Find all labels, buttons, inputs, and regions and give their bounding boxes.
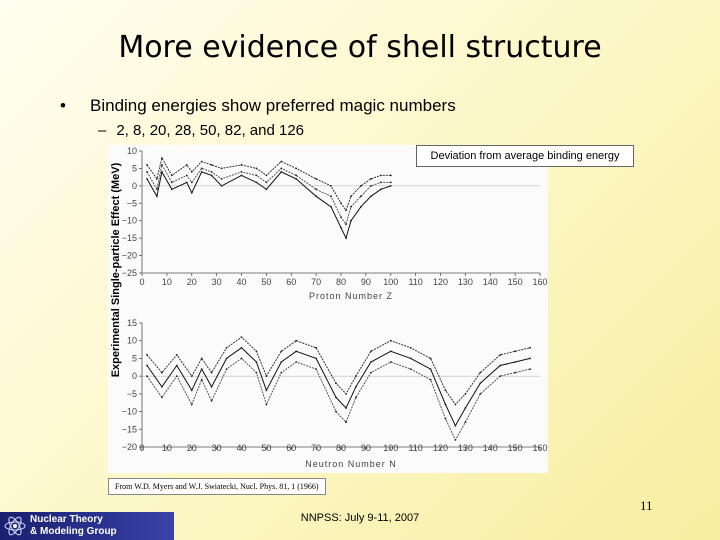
neutron-data-point: [355, 386, 357, 388]
proton-data-point: [380, 188, 382, 190]
proton-data-point: [370, 185, 372, 187]
neutron-data-point: [430, 379, 432, 381]
sub-bullet-item: [98, 122, 304, 139]
neutron-data-point: [455, 425, 457, 427]
proton-data-point: [211, 171, 213, 173]
chart-y-axis-label: Experimental Single-particle Effect (MeV): [110, 162, 122, 378]
proton-data-point: [256, 182, 258, 184]
proton-y-tick-label: 5: [131, 163, 137, 174]
neutron-data-point: [266, 389, 268, 391]
neutron-data-point: [295, 361, 297, 363]
atom-icon: [4, 514, 26, 538]
neutron-data-point: [390, 350, 392, 352]
neutron-data-point: [191, 404, 193, 406]
neutron-data-point: [211, 372, 213, 374]
neutron-data-point: [295, 350, 297, 352]
proton-data-point: [201, 168, 203, 170]
proton-data-point: [201, 161, 203, 163]
proton-data-point: [156, 178, 158, 180]
neutron-data-point: [430, 368, 432, 370]
proton-data-point: [211, 175, 213, 177]
proton-data-point: [266, 175, 268, 177]
proton-data-point: [330, 206, 332, 208]
dash-icon: –: [98, 122, 107, 139]
neutron-data-point: [176, 354, 178, 356]
citation: From W.D. Myers and W.J. Swiatecki, Nucl. Phys. 81, 1 (1966): [108, 478, 326, 495]
neutron-data-point: [201, 358, 203, 360]
neutron-data-point: [226, 368, 228, 370]
neutron-data-point: [315, 368, 317, 370]
proton-x-tick-label: 70: [311, 277, 322, 287]
proton-data-point: [241, 171, 243, 173]
neutron-data-point: [295, 340, 297, 342]
neutron-data-point: [410, 347, 412, 349]
proton-data-point: [340, 227, 342, 229]
proton-y-tick-label: −10: [121, 215, 137, 226]
neutron-data-point: [529, 347, 531, 349]
neutron-data-point: [266, 375, 268, 377]
neutron-data-point: [345, 407, 347, 409]
proton-data-point: [345, 209, 347, 211]
proton-data-point: [350, 220, 352, 222]
neutron-x-tick-label: 0: [139, 443, 145, 453]
neutron-data-point: [335, 382, 337, 384]
neutron-data-point: [514, 350, 516, 352]
neutron-data-point: [499, 375, 501, 377]
neutron-data-point: [430, 358, 432, 360]
neutron-y-tick-label: 15: [126, 318, 137, 328]
neutron-data-point: [226, 358, 228, 360]
proton-x-tick-label: 40: [236, 277, 247, 287]
neutron-data-point: [241, 358, 243, 360]
neutron-data-point: [514, 361, 516, 363]
neutron-data-point: [370, 361, 372, 363]
proton-data-point: [221, 168, 223, 170]
proton-data-point: [191, 192, 193, 194]
proton-series-line-1: [147, 172, 391, 238]
logo-text-line2: & Modeling Group: [30, 526, 117, 537]
neutron-data-point: [479, 372, 481, 374]
neutron-data-point: [161, 386, 163, 388]
proton-data-point: [330, 195, 332, 197]
neutron-data-point: [410, 358, 412, 360]
proton-data-point: [161, 157, 163, 159]
proton-data-point: [380, 175, 382, 177]
proton-x-tick-label: 150: [507, 277, 523, 287]
proton-data-point: [360, 195, 362, 197]
neutron-data-point: [226, 347, 228, 349]
neutron-x-tick-label: 110: [408, 443, 423, 453]
neutron-data-point: [465, 407, 467, 409]
proton-data-point: [221, 185, 223, 187]
proton-x-tick-label: 20: [186, 277, 197, 287]
neutron-data-point: [241, 336, 243, 338]
bullet-dot-icon: •: [60, 96, 66, 115]
proton-y-tick-label: 0: [131, 180, 137, 191]
proton-x-tick-label: 80: [335, 277, 347, 287]
neutron-data-point: [256, 361, 258, 363]
proton-y-tick-label: 10: [126, 146, 137, 156]
neutron-data-point: [335, 397, 337, 399]
sub-bullet-text: 2, 8, 20, 28, 50, 82, and 126: [116, 122, 304, 139]
neutron-x-tick-label: 20: [186, 443, 197, 453]
proton-data-point: [370, 195, 372, 197]
proton-data-point: [315, 188, 317, 190]
neutron-data-point: [445, 418, 447, 420]
neutron-y-tick-label: 5: [131, 353, 137, 364]
proton-data-point: [350, 206, 352, 208]
neutron-data-point: [315, 347, 317, 349]
proton-x-tick-label: 10: [161, 277, 172, 287]
proton-data-point: [295, 178, 297, 180]
neutron-data-point: [370, 350, 372, 352]
slide-title: More evidence of shell structure: [118, 30, 602, 65]
proton-y-tick-label: −25: [121, 268, 137, 278]
proton-data-point: [266, 182, 268, 184]
neutron-data-point: [390, 361, 392, 363]
shell-effect-chart: [108, 145, 548, 473]
neutron-y-tick-label: −20: [121, 442, 137, 452]
neutron-x-tick-label: 50: [261, 443, 272, 453]
neutron-data-point: [256, 372, 258, 374]
proton-data-point: [186, 164, 188, 166]
neutron-x-tick-label: 160: [532, 443, 548, 453]
neutron-data-point: [161, 397, 163, 399]
proton-data-point: [315, 178, 317, 180]
proton-data-point: [191, 171, 193, 173]
neutron-x-axis-label: Neutron Number N: [305, 459, 397, 469]
proton-data-point: [186, 182, 188, 184]
proton-x-tick-label: 50: [261, 277, 272, 287]
bullet-text: Binding energies show preferred magic numbers: [90, 96, 456, 115]
proton-data-point: [340, 202, 342, 204]
neutron-data-point: [201, 368, 203, 370]
neutron-data-point: [390, 340, 392, 342]
proton-x-axis-label: Proton Number Z: [308, 291, 394, 301]
neutron-y-tick-label: −15: [121, 424, 137, 435]
proton-data-point: [280, 171, 282, 173]
neutron-data-point: [345, 393, 347, 395]
proton-x-tick-label: 0: [139, 277, 145, 287]
neutron-x-tick-label: 130: [457, 443, 473, 453]
neutron-x-tick-label: 30: [211, 443, 222, 453]
neutron-data-point: [410, 368, 412, 370]
neutron-data-point: [514, 372, 516, 374]
neutron-data-point: [315, 358, 317, 360]
proton-data-point: [161, 171, 163, 173]
proton-data-point: [360, 206, 362, 208]
neutron-x-tick-label: 70: [311, 443, 322, 453]
neutron-data-point: [280, 372, 282, 374]
neutron-data-point: [445, 404, 447, 406]
neutron-x-tick-label: 60: [286, 443, 297, 453]
neutron-data-point: [499, 354, 501, 356]
neutron-data-point: [201, 379, 203, 381]
proton-data-point: [295, 168, 297, 170]
proton-y-tick-label: −5: [126, 198, 137, 209]
neutron-data-point: [176, 365, 178, 367]
neutron-x-tick-label: 90: [360, 443, 371, 453]
proton-data-point: [171, 188, 173, 190]
neutron-data-point: [445, 389, 447, 391]
neutron-y-tick-label: 0: [131, 371, 137, 382]
proton-x-tick-label: 140: [482, 277, 498, 287]
neutron-data-point: [191, 375, 193, 377]
proton-x-tick-label: 30: [211, 277, 222, 287]
neutron-data-point: [191, 389, 193, 391]
neutron-x-tick-label: 40: [236, 443, 247, 453]
proton-data-point: [280, 168, 282, 170]
neutron-x-tick-label: 100: [383, 443, 399, 453]
proton-data-point: [156, 188, 158, 190]
proton-data-point: [340, 216, 342, 218]
footer-text: NNPSS: July 9-11, 2007: [300, 512, 420, 524]
proton-x-tick-label: 60: [286, 277, 297, 287]
logo-text-line1: Nuclear Theory: [30, 514, 103, 525]
proton-y-tick-label: −15: [121, 233, 137, 244]
proton-data-point: [161, 164, 163, 166]
neutron-data-point: [455, 404, 457, 406]
neutron-x-tick-label: 10: [161, 443, 172, 453]
neutron-y-tick-label: −5: [126, 388, 137, 399]
neutron-data-point: [266, 404, 268, 406]
neutron-y-tick-label: −10: [121, 406, 137, 417]
neutron-series-line-3: [147, 358, 530, 440]
proton-data-point: [390, 175, 392, 177]
neutron-data-point: [176, 375, 178, 377]
proton-x-tick-label: 100: [383, 277, 399, 287]
neutron-data-point: [479, 382, 481, 384]
shell-effect-figure: [108, 145, 548, 473]
proton-data-point: [295, 175, 297, 177]
neutron-data-point: [256, 350, 258, 352]
neutron-data-point: [335, 411, 337, 413]
neutron-data-point: [529, 368, 531, 370]
proton-x-tick-label: 160: [532, 277, 548, 287]
proton-data-point: [370, 178, 372, 180]
proton-data-point: [191, 182, 193, 184]
neutron-data-point: [465, 421, 467, 423]
neutron-data-point: [455, 439, 457, 441]
proton-data-point: [350, 195, 352, 197]
neutron-data-point: [211, 386, 213, 388]
proton-data-point: [146, 164, 148, 166]
proton-data-point: [390, 185, 392, 187]
proton-data-point: [266, 188, 268, 190]
neutron-x-tick-label: 120: [432, 443, 449, 453]
proton-x-tick-label: 120: [432, 277, 449, 287]
neutron-data-point: [146, 365, 148, 367]
proton-data-point: [315, 195, 317, 197]
proton-data-point: [171, 175, 173, 177]
proton-x-tick-label: 90: [360, 277, 371, 287]
neutron-data-point: [479, 393, 481, 395]
proton-data-point: [360, 185, 362, 187]
neutron-data-point: [355, 397, 357, 399]
page-number: 11: [640, 498, 653, 513]
proton-data-point: [345, 237, 347, 239]
proton-y-tick-label: −20: [121, 250, 137, 261]
proton-data-point: [211, 164, 213, 166]
proton-data-point: [380, 182, 382, 184]
proton-data-point: [221, 178, 223, 180]
proton-data-point: [186, 175, 188, 177]
proton-data-point: [330, 185, 332, 187]
neutron-data-point: [241, 347, 243, 349]
proton-data-point: [201, 171, 203, 173]
proton-data-point: [256, 168, 258, 170]
neutron-x-tick-label: 150: [507, 443, 523, 453]
neutron-data-point: [280, 361, 282, 363]
group-logo: [0, 512, 174, 540]
proton-x-tick-label: 110: [408, 277, 423, 287]
neutron-data-point: [529, 358, 531, 360]
proton-data-point: [156, 195, 158, 197]
neutron-data-point: [211, 400, 213, 402]
neutron-data-point: [355, 375, 357, 377]
neutron-data-point: [370, 372, 372, 374]
proton-data-point: [280, 161, 282, 163]
neutron-x-tick-label: 140: [482, 443, 498, 453]
neutron-data-point: [146, 375, 148, 377]
neutron-y-tick-label: 10: [126, 335, 137, 346]
neutron-data-point: [146, 354, 148, 356]
proton-data-point: [256, 175, 258, 177]
chart-legend: Deviation from average binding energy: [416, 145, 634, 167]
neutron-series-line-2: [147, 337, 530, 404]
neutron-data-point: [345, 421, 347, 423]
proton-x-tick-label: 130: [457, 277, 473, 287]
proton-data-point: [171, 182, 173, 184]
proton-data-point: [345, 223, 347, 225]
proton-data-point: [146, 178, 148, 180]
proton-data-point: [241, 164, 243, 166]
neutron-data-point: [465, 393, 467, 395]
neutron-data-point: [161, 372, 163, 374]
proton-data-point: [390, 182, 392, 184]
neutron-data-point: [499, 365, 501, 367]
neutron-x-tick-label: 80: [335, 443, 347, 453]
proton-data-point: [241, 175, 243, 177]
neutron-data-point: [280, 350, 282, 352]
proton-data-point: [146, 171, 148, 173]
